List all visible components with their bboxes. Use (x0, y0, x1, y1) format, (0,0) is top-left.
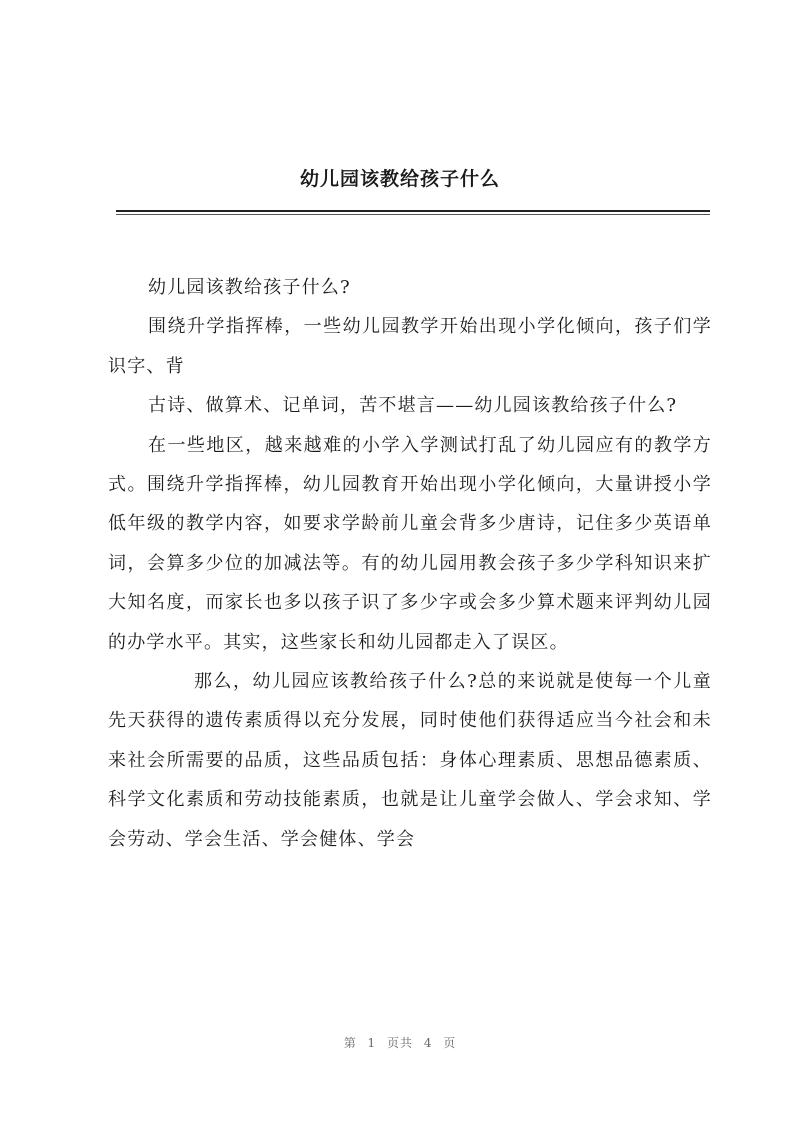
title-rule-thin (116, 214, 710, 215)
paragraph-regions: 在一些地区，越来越难的小学入学测试打乱了幼儿园应有的教学方式。围绕升学指挥棒，幼儿园教育开始出现小学化倾向，大量讲授小学低年级的教学内容，如要求学龄前儿童会背多少唐诗，记住多少英语单词，会算多少位的加减法等。有的幼儿园用教会孩子多少学科知识来扩大知名度，而家长也多以孩子识了多少字或会多少算术题来评判幼儿园的办学水平。其实，这些家长和幼儿园都走入了误区。 (108, 434, 712, 653)
title-rule-thick (116, 210, 710, 212)
paragraph-question: 幼儿园该教给孩子什么? (148, 277, 351, 298)
paragraph-intro-continued: 古诗、做算术、记单词，苦不堪言——幼儿园该教给孩子什么? (148, 395, 678, 417)
page-footer: 第 1 页共 4 页 (343, 1036, 457, 1050)
body-text (108, 268, 712, 859)
paragraph-intro: 围绕升学指挥棒，一些幼儿园教学开始出现小学化倾向，孩子们学识字、背 (108, 316, 712, 377)
page-title: 幼儿园该教给孩子什么 (299, 168, 500, 190)
paragraph-answer: 那么，幼儿园应该教给孩子什么?总的来说就是使每一个儿童先天获得的遗传素质得以充分发展，同时使他们获得适应当今社会和未来社会所需要的品质，这些品质包括：身体心理素质、思想品德素质、科学文化素质和劳动技能素质，也就是让儿童学会做人、学会求知、学会劳动、学会生活、学会健体、学会 (108, 671, 712, 850)
